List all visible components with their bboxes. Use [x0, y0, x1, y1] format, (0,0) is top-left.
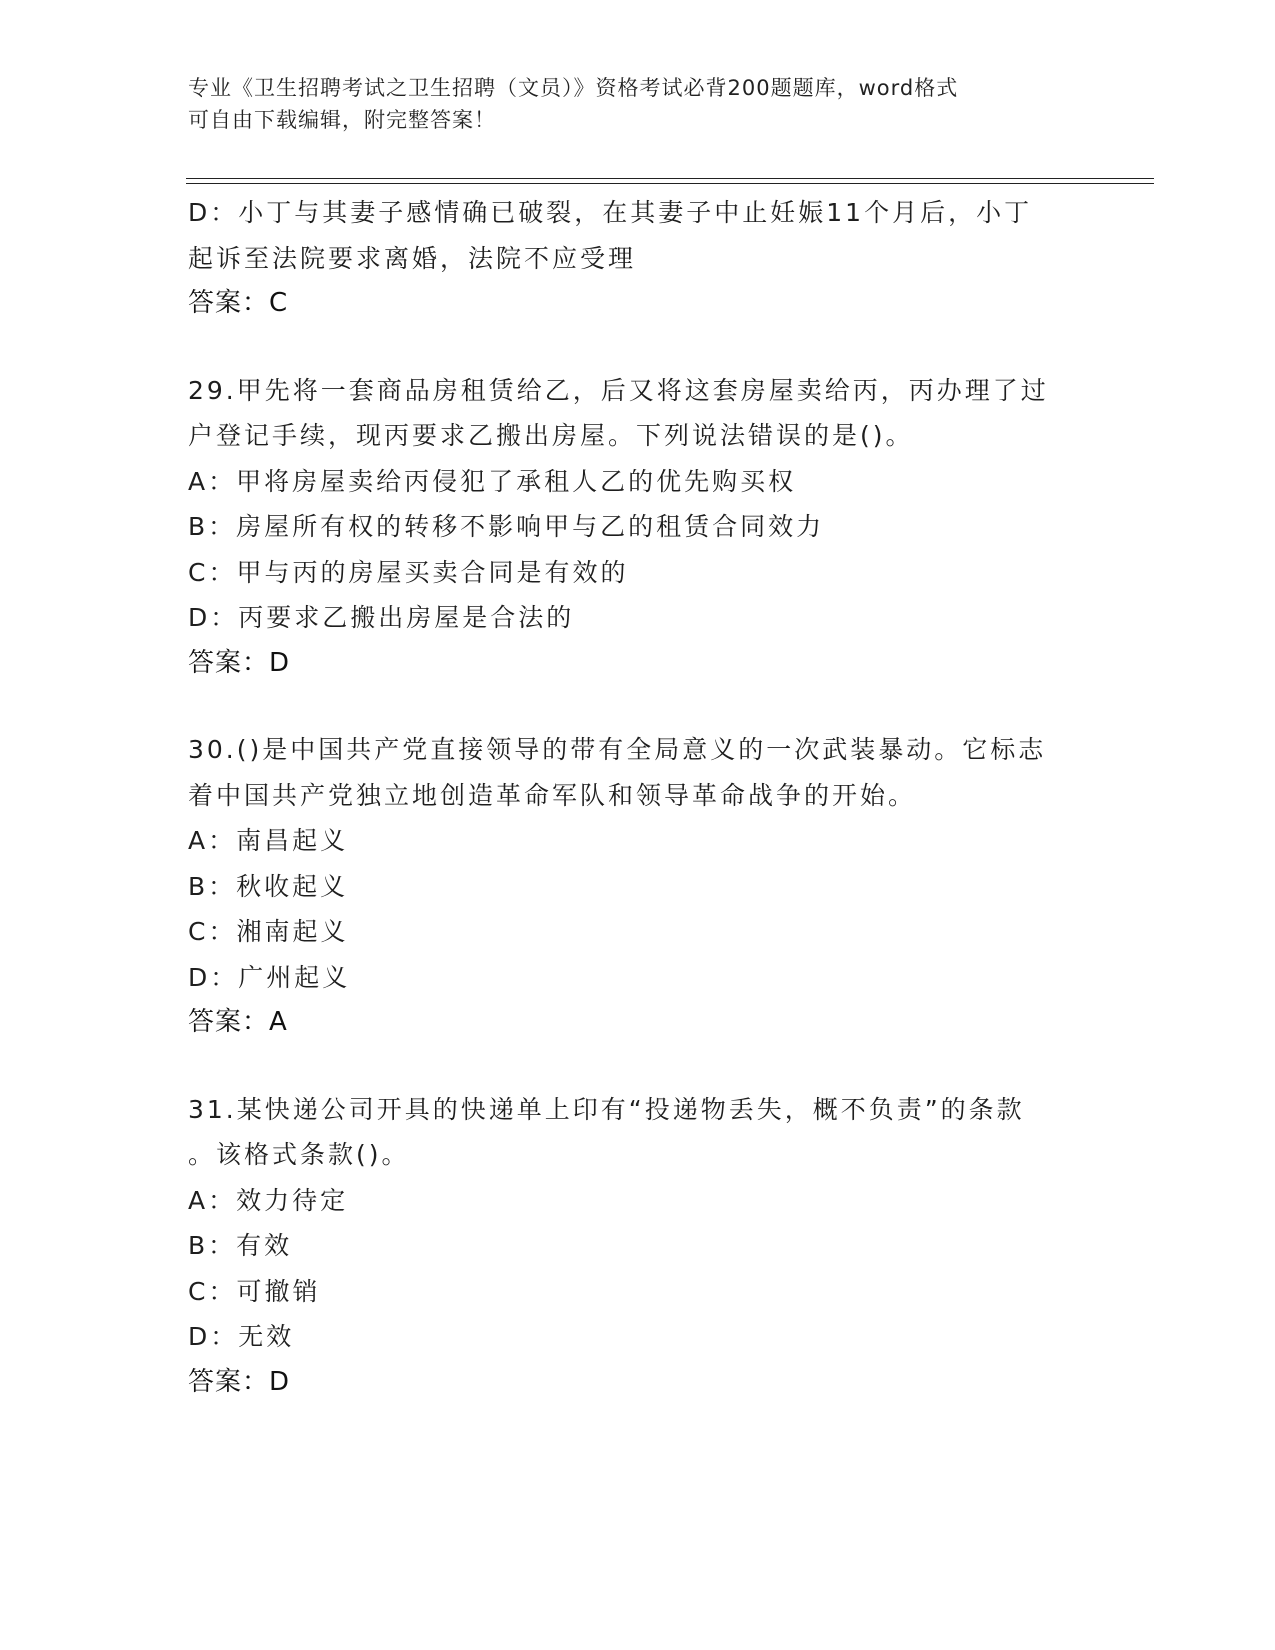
option-b: B：房屋所有权的转移不影响甲与乙的租赁合同效力 — [188, 512, 825, 541]
option-d: D：广州起义 — [188, 962, 351, 992]
option-a: A：南昌起义 — [188, 826, 349, 855]
question-list — [188, 190, 1088, 1405]
option-d: D：丙要求乙搬出房屋是合法的 — [188, 603, 575, 632]
document-header — [188, 72, 1068, 136]
question-stem-line-2: 。该格式条款()。 — [188, 1140, 410, 1169]
option-b: B：有效 — [188, 1231, 293, 1260]
option-a: A：效力待定 — [188, 1185, 349, 1215]
header-divider-top — [186, 178, 1154, 179]
continued-question — [188, 190, 1088, 327]
header-divider-bottom — [186, 183, 1154, 184]
option-c: C：湘南起义 — [188, 917, 349, 946]
header-title-line-1: 专业《卫生招聘考试之卫生招聘（文员）》资格考试必背200题题库，word格式 — [188, 76, 959, 100]
question-30 — [188, 727, 1088, 1046]
question-stem-line-1: 30.()是中国共产党直接领导的带有全局意义的一次武装暴动。它标志 — [188, 735, 1047, 764]
question-29 — [188, 368, 1088, 687]
question-stem-line-2: 户登记手续，现丙要求乙搬出房屋。下列说法错误的是()。 — [188, 421, 914, 450]
header-title-line-2: 可自由下载编辑，附完整答案！ — [188, 108, 496, 132]
question-stem-line-2: 着中国共产党独立地创造革命军队和领导革命战争的开始。 — [188, 780, 917, 810]
option-b: B：秋收起义 — [188, 871, 349, 901]
question-31 — [188, 1087, 1088, 1406]
question-stem-line-1: 29.甲先将一套商品房租赁给乙，后又将这套房屋卖给丙，丙办理了过 — [188, 375, 1049, 405]
answer-line: 答案：C — [188, 288, 289, 318]
answer-line: 答案：D — [188, 1366, 291, 1397]
option-d-line-2: 起诉至法院要求离婚，法院不应受理 — [188, 243, 637, 273]
option-d: D：无效 — [188, 1322, 295, 1351]
answer-line: 答案：A — [188, 1007, 288, 1037]
answer-line: 答案：D — [188, 647, 291, 678]
option-a: A：甲将房屋卖给丙侵犯了承租人乙的优先购买权 — [188, 466, 797, 496]
option-d-line-1: D：小丁与其妻子感情确已破裂，在其妻子中止妊娠11个月后，小丁 — [188, 198, 1033, 227]
question-stem-line-1: 31.某快递公司开具的快递单上印有“投递物丢失，概不负责”的条款 — [188, 1094, 1025, 1124]
option-c: C：甲与丙的房屋买卖合同是有效的 — [188, 557, 629, 587]
option-c: C：可撤销 — [188, 1276, 321, 1306]
